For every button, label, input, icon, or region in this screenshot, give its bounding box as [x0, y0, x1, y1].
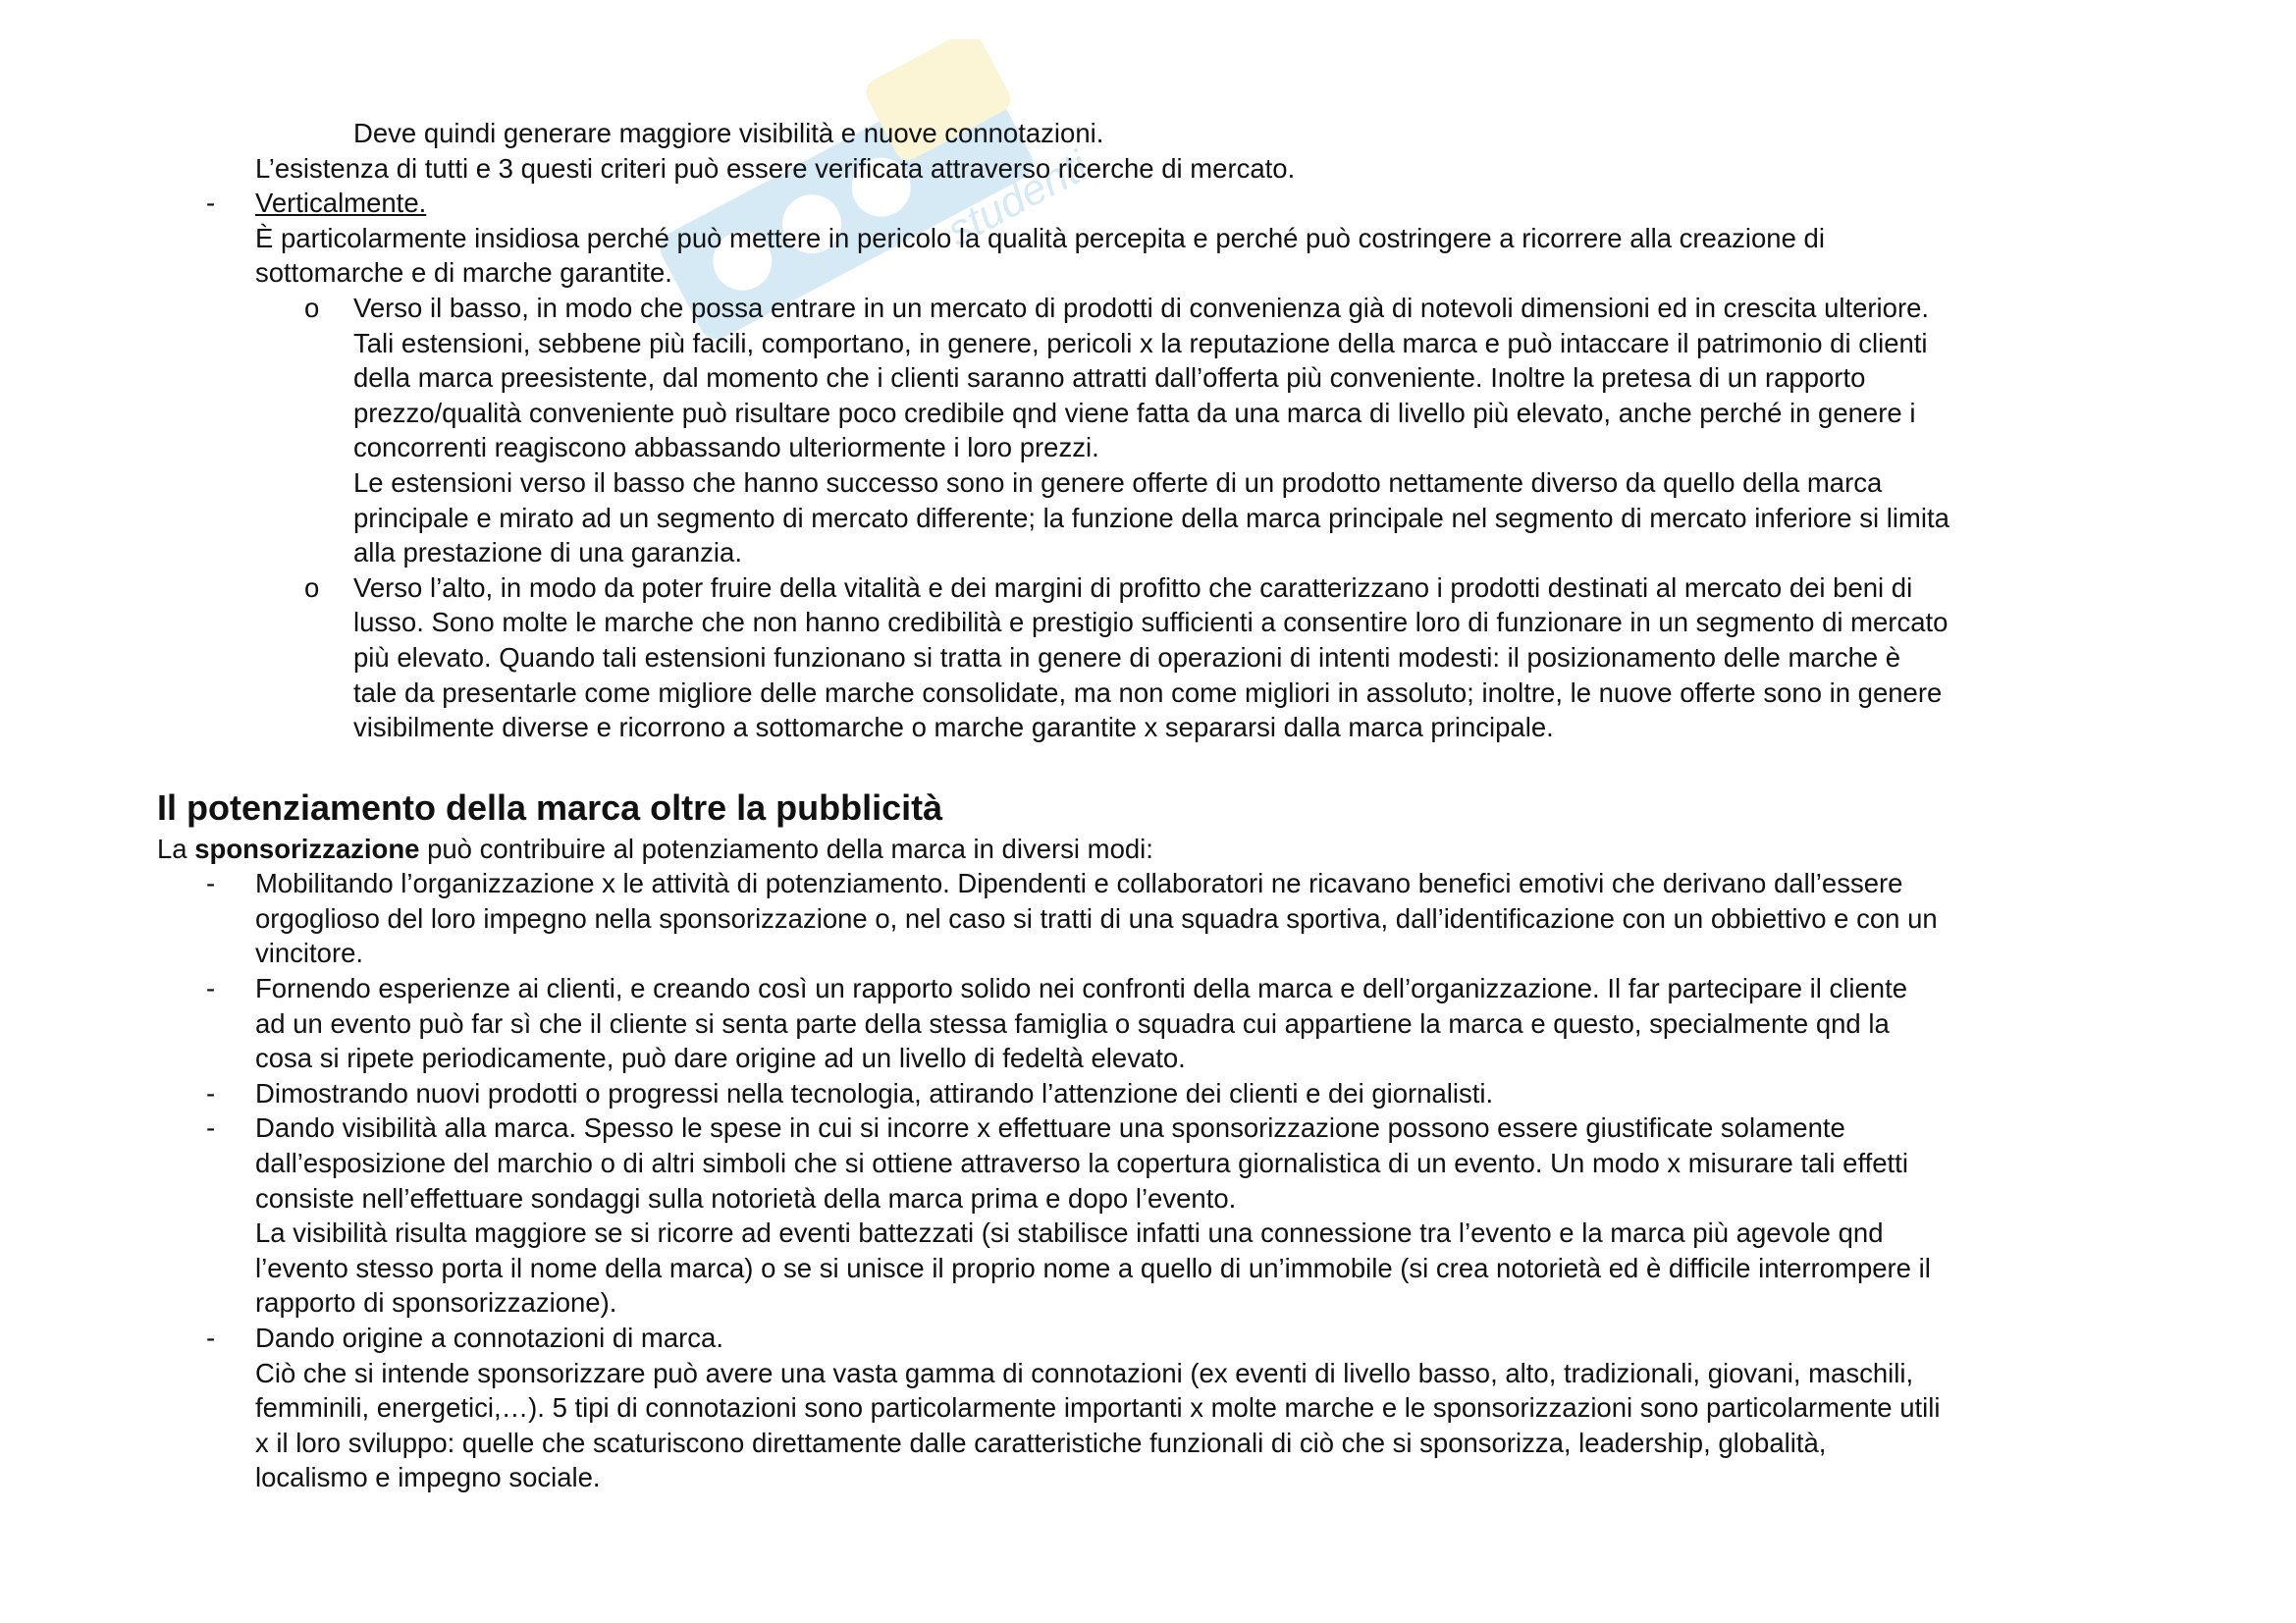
sub-item-line: concorrenti reagiscono abbassando ulteriormente i loro prezzi. [353, 432, 1099, 463]
list-item [157, 1321, 2160, 1495]
list-item-line: dall’esposizione del marchio o di altri simboli che si ottiene attraverso la copertura giornalistica di un evento. Un modo x misurare tali effetti [255, 1148, 1908, 1179]
list-item-line: Dando origine a connotazioni di marca. [255, 1323, 723, 1353]
section-intro [157, 832, 2160, 867]
intro-line-1: Deve quindi generare maggiore visibilità e nuove connotazioni. [353, 118, 1104, 148]
sub-item-line: prezzo/qualità conveniente può risultare poco credibile qnd viene fatta da una marca di livello più elevato, anche perché in genere i [353, 397, 1916, 428]
sub-item-downward [157, 291, 2160, 570]
intro-suffix: può contribuire al potenziamento della marca in diversi modi: [419, 833, 1153, 864]
sub-item-line: Le estensioni verso il basso che hanno successo sono in genere offerte di un prodotto nettamente diverso da quello della marca [353, 466, 1883, 498]
list-item-line: consiste nell’effettuare sondaggi sulla notorietà della marca prima e dopo l’evento. [255, 1182, 1237, 1214]
list-item-line: orgoglioso del loro impegno nella sponsorizzazione o, nel caso si tratti di una squadra sportiva, dall’identificazione con un obbiettivo e con un [255, 902, 1938, 934]
list-item-line: La visibilità risulta maggiore se si ricorre ad eventi battezzati (si stabilisce infatti una connessione tra l’evento e la marca più agevole qnd [255, 1217, 1884, 1249]
list-item-line: localismo e impegno sociale. [255, 1462, 601, 1493]
watermark-text: studenti [938, 141, 1096, 256]
list-item [157, 971, 2160, 1076]
vertical-desc-line: È particolarmente insidiosa perché può mettere in pericolo la qualità percepita e perché può costringere a ricorrere alla creazione di [255, 222, 1825, 253]
list-item [157, 1110, 2160, 1321]
sub-item-line: Tali estensioni, sebbene più facili, comportano, in genere, pericoli x la reputazione della marca e può intaccare il patrimonio di clienti [353, 327, 1928, 358]
intro-line-2: L’esistenza di tutti e 3 questi criteri può essere verificata attraverso ricerche di mercato. [255, 152, 1296, 184]
o-bullet: o [304, 292, 320, 323]
vertical-item [157, 186, 2160, 291]
list-item-line: Dando visibilità alla marca. Spesso le spese in cui si incorre x effettuare una sponsorizzazione possono essere giustificate solamente [255, 1112, 1845, 1144]
sub-item-line: Verso l’alto, in modo da poter fruire della vitalità e dei margini di profitto che caratterizzano i prodotti destinati al mercato dei beni di [353, 571, 1913, 603]
list-item-line: Fornendo esperienze ai clienti, e creando così un rapporto solido nei confronti della marca e dell’organizzazione. Il far partecipare il cliente [255, 973, 1908, 1004]
sub-item-line: lusso. Sono molte le marche che non hanno credibilità e prestigio sufficienti a consentire loro di funzionare in un segmento di mercato [353, 607, 1949, 638]
dash-bullet: - [206, 1077, 216, 1109]
dash-bullet: - [206, 1112, 216, 1144]
list-item-line: l’evento stesso porta il nome della marca) o se si unisce il proprio nome a quello di un’immobile (si crea notorietà ed è difficile interrompere il [255, 1252, 1931, 1283]
sub-item-line: alla prestazione di una garanzia. [353, 537, 742, 568]
list-item-line: cosa si ripete periodicamente, può dare origine ad un livello di fedeltà elevato. [255, 1043, 1186, 1074]
list-item-line: rapporto di sponsorizzazione). [255, 1287, 617, 1319]
section-heading: Il potenziamento della marca oltre la pubblicità [157, 786, 943, 828]
dash-bullet: - [206, 868, 216, 899]
vertical-desc-line: sottomarche e di marche garantite. [255, 257, 672, 289]
list-item-line: femminili, energetici,…). 5 tipi di connotazioni sono particolarmente importanti x molte marche e le sponsorizzazioni sono particolarmente utili [255, 1392, 1941, 1424]
intro-bold-term: sponsorizzazione [194, 833, 420, 864]
vertical-title: Verticalmente. [255, 188, 427, 219]
sub-item-line: Verso il basso, in modo che possa entrare in un mercato di prodotti di convenienza già di notevoli dimensioni ed in crescita ulteriore. [353, 292, 1930, 323]
sub-item-upward [157, 570, 2160, 745]
intro-prefix: La [157, 833, 195, 864]
o-bullet: o [304, 571, 320, 603]
sub-item-line: visibilmente diverse e ricorrono a sottomarche o marche garantite x separarsi dalla marca principale. [353, 712, 1554, 743]
dash-bullet: - [206, 973, 216, 1004]
dash-bullet: - [206, 188, 216, 219]
list-item [157, 866, 2160, 971]
list-item-line: ad un evento può far sì che il cliente si senta parte della stessa famiglia o squadra cui appartiene la marca e questo, specialmente qnd la [255, 1007, 1890, 1039]
sub-item-line: della marca preesistente, dal momento che i clienti saranno attratti dall’offerta più conveniente. Inoltre la pretesa di un rapporto [353, 362, 1866, 394]
list-item-line: vincitore. [255, 938, 364, 969]
document-body [157, 116, 2160, 1495]
sub-item-line: tale da presentarle come migliore delle marche consolidate, ma non come migliori in assoluto; inoltre, le nuove offerte sono in genere [353, 676, 1943, 708]
sub-item-line: principale e mirato ad un segmento di mercato differente; la funzione della marca principale nel segmento di mercato inferiore si limita [353, 502, 1949, 533]
list-item-line: Dimostrando nuovi prodotti o progressi nella tecnologia, attirando l’attenzione dei clienti e dei giornalisti. [255, 1077, 1494, 1109]
list-item [157, 1076, 2160, 1111]
list-item-line: Ciò che si intende sponsorizzare può avere una vasta gamma di connotazioni (ex eventi di livello basso, alto, tradizionali, giovani, maschili, [255, 1357, 1914, 1388]
dash-bullet: - [206, 1323, 216, 1353]
sub-item-line: più elevato. Quando tali estensioni funzionano si tratta in genere di operazioni di intenti modesti: il posizionamento delle marche è [353, 641, 1901, 673]
list-item-line: Mobilitando l’organizzazione x le attività di potenziamento. Dipendenti e collaboratori ne ricavano benefici emotivi che derivano dall’essere [255, 868, 1903, 899]
list-item-line: x il loro sviluppo: quelle che scaturiscono direttamente dalle caratteristiche funzionali di ciò che si sponsorizza, leadership, globalità, [255, 1427, 1827, 1458]
